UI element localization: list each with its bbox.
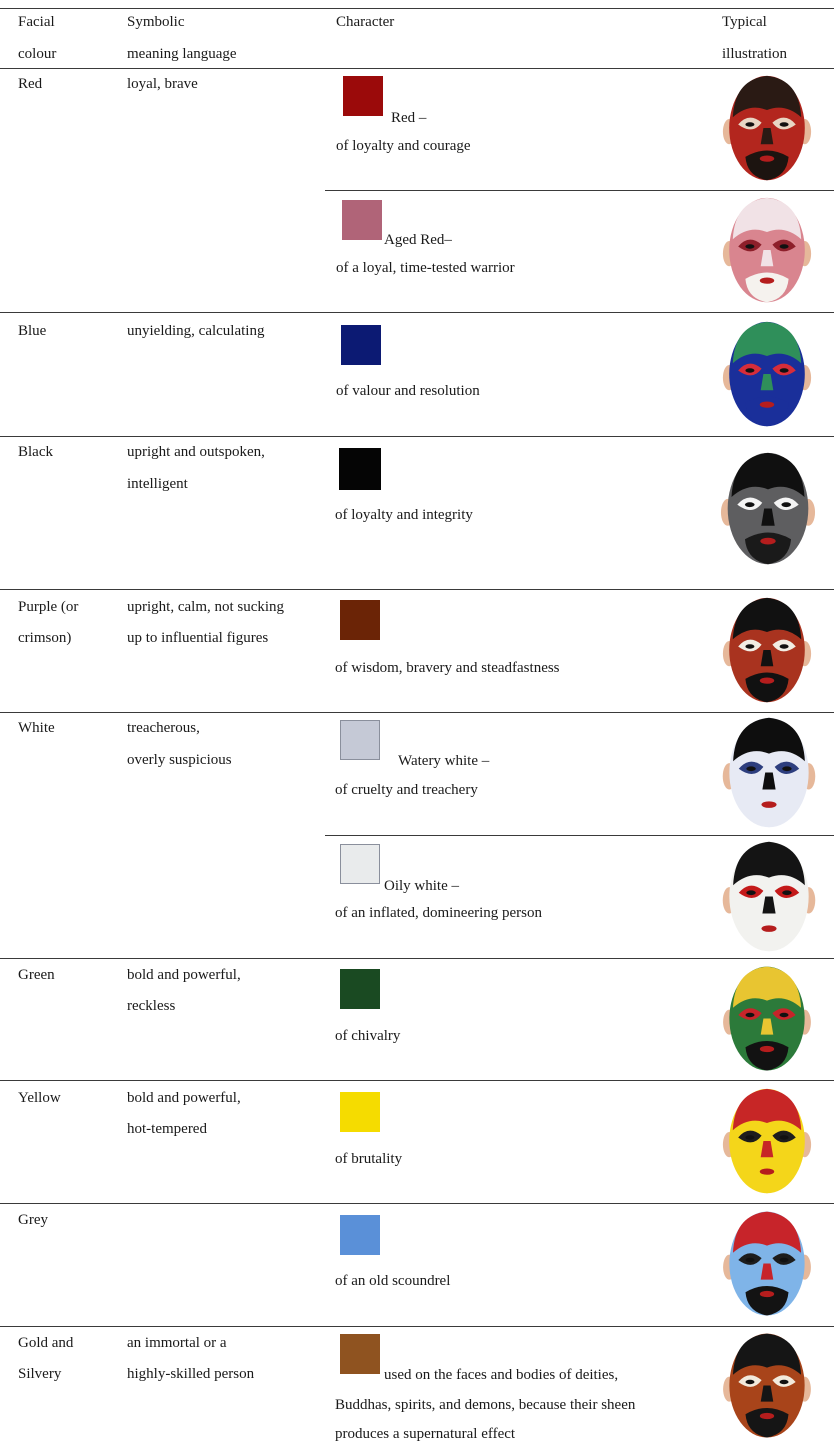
colour-swatch — [340, 600, 380, 640]
mask-illustration — [722, 594, 812, 707]
mask-eye-left — [745, 368, 754, 373]
colour-name: Silvery — [18, 1366, 62, 1382]
entry-desc: of loyalty and courage — [336, 138, 471, 154]
entry-desc: of brutality — [335, 1151, 403, 1167]
meaning-line: up to influential figures — [127, 630, 269, 646]
meaning-line: loyal, brave — [127, 76, 198, 92]
colour-swatch — [340, 969, 380, 1009]
mask-illustration — [722, 1330, 812, 1442]
mask-eye-right — [780, 122, 789, 127]
mask-lips — [760, 1169, 774, 1175]
header-character: Character — [336, 14, 395, 30]
mask-lips — [760, 156, 774, 162]
meaning-line: bold and powerful, — [127, 967, 241, 983]
mask-eye-right — [780, 244, 789, 249]
colour-name: Red — [18, 76, 43, 92]
colour-swatch — [340, 1334, 380, 1374]
row-rule — [0, 958, 834, 959]
mask-eye-right — [780, 1135, 789, 1140]
row-rule — [0, 1326, 834, 1327]
row-rule — [0, 312, 834, 313]
mask-eye-left — [745, 244, 754, 249]
mask-eye-right — [780, 1258, 789, 1262]
mask-eye-right — [782, 890, 791, 895]
meaning-line: unyielding, calculating — [127, 323, 265, 339]
meaning-line: intelligent — [127, 476, 188, 492]
mask-eye-left — [746, 766, 755, 771]
mask-illustration — [722, 318, 812, 431]
entry-desc: of cruelty and treachery — [335, 782, 478, 798]
colour-name: crimson) — [18, 630, 72, 646]
mask-eye-left — [745, 1013, 754, 1017]
mask-eye-left — [745, 1380, 754, 1384]
meaning-line: upright and outspoken, — [127, 444, 265, 460]
row-rule — [0, 712, 834, 713]
mask-eye-left — [745, 1135, 754, 1140]
colour-name: White — [18, 720, 55, 736]
meaning-line: overly suspicious — [127, 752, 232, 768]
entry-desc: of loyalty and integrity — [335, 507, 473, 523]
header-symbolic-line1: Symbolic — [127, 14, 185, 30]
colour-name: Blue — [18, 323, 47, 339]
mask-illustration — [722, 194, 812, 307]
mask-eye-right — [782, 766, 791, 771]
mask-eye-left — [746, 890, 755, 895]
mask-illustration — [722, 963, 812, 1075]
colour-swatch — [343, 76, 383, 116]
mask-illustration — [720, 838, 818, 956]
sub-rule — [325, 835, 834, 836]
mask-illustration — [722, 72, 812, 185]
entry-desc: Buddhas, spirits, and demons, because their sheen — [335, 1397, 636, 1413]
entry-desc: of a loyal, time-tested warrior — [336, 260, 515, 276]
mask-lips — [760, 678, 774, 684]
mask-lips — [761, 801, 776, 808]
mask-eye-left — [745, 1258, 754, 1262]
colour-swatch — [340, 1215, 380, 1255]
entry-desc: of valour and resolution — [336, 383, 480, 399]
entry-desc: of wisdom, bravery and steadfastness — [335, 660, 560, 676]
colour-name: Purple (or — [18, 599, 79, 615]
colour-swatch — [340, 844, 380, 884]
entry-name: Red – — [391, 110, 427, 126]
mask-lips — [760, 1291, 774, 1297]
mask-illustration — [720, 714, 818, 832]
colour-swatch — [341, 325, 381, 365]
mask-lips — [760, 1413, 774, 1419]
entry-desc: of chivalry — [335, 1028, 401, 1044]
entry-desc-cont: produces a supernatural effect — [335, 1426, 516, 1442]
colour-name: Grey — [18, 1212, 48, 1228]
mask-illustration — [722, 1085, 812, 1198]
mask-eye-right — [780, 368, 789, 373]
mask-lips — [760, 538, 775, 545]
row-rule — [0, 1203, 834, 1204]
colour-name: Green — [18, 967, 55, 983]
entry-name: Aged Red– — [384, 232, 452, 248]
colour-swatch — [340, 1092, 380, 1132]
row-rule — [0, 436, 834, 437]
entry-desc: of an old scoundrel — [335, 1273, 451, 1289]
colour-swatch — [339, 448, 381, 490]
entry-name: used on the faces and bodies of deities, — [384, 1367, 619, 1383]
sub-rule — [325, 190, 834, 191]
colour-name: Black — [18, 444, 53, 460]
mask-eye-right — [780, 1013, 789, 1017]
mask-illustration — [720, 446, 816, 572]
header-illustration-line2: illustration — [722, 46, 787, 62]
mask-eye-left — [745, 644, 754, 649]
colour-name: Gold and — [18, 1335, 74, 1351]
mask-lips — [760, 278, 774, 284]
top-rule — [0, 8, 834, 9]
row-rule — [0, 589, 834, 590]
mask-eye-right — [781, 502, 791, 507]
mask-eye-left — [745, 122, 754, 127]
meaning-line: hot-tempered — [127, 1121, 207, 1137]
meaning-line: upright, calm, not sucking — [127, 599, 285, 615]
entry-desc: of an inflated, domineering person — [335, 905, 543, 921]
header-rule — [0, 68, 834, 69]
colour-name: Yellow — [18, 1090, 61, 1106]
header-facial-colour-line2: colour — [18, 46, 57, 62]
mask-eye-left — [745, 502, 755, 507]
colour-swatch — [340, 720, 380, 760]
meaning-line: an immortal or a — [127, 1335, 227, 1351]
meaning-line: reckless — [127, 998, 176, 1014]
entry-name: Oily white – — [384, 878, 459, 894]
mask-lips — [761, 925, 776, 932]
mask-eye-right — [780, 644, 789, 649]
header-facial-colour-line1: Facial — [18, 14, 55, 30]
mask-eye-right — [780, 1380, 789, 1384]
colour-swatch — [342, 200, 382, 240]
mask-illustration — [722, 1208, 812, 1320]
meaning-line: highly-skilled person — [127, 1366, 255, 1382]
header-illustration-line1: Typical — [722, 14, 767, 30]
mask-lips — [760, 1046, 774, 1052]
mask-lips — [760, 402, 774, 408]
meaning-line: treacherous, — [127, 720, 200, 736]
entry-name: Watery white – — [398, 753, 490, 769]
header-symbolic-line2: meaning language — [127, 46, 237, 62]
row-rule — [0, 1080, 834, 1081]
meaning-line: bold and powerful, — [127, 1090, 241, 1106]
